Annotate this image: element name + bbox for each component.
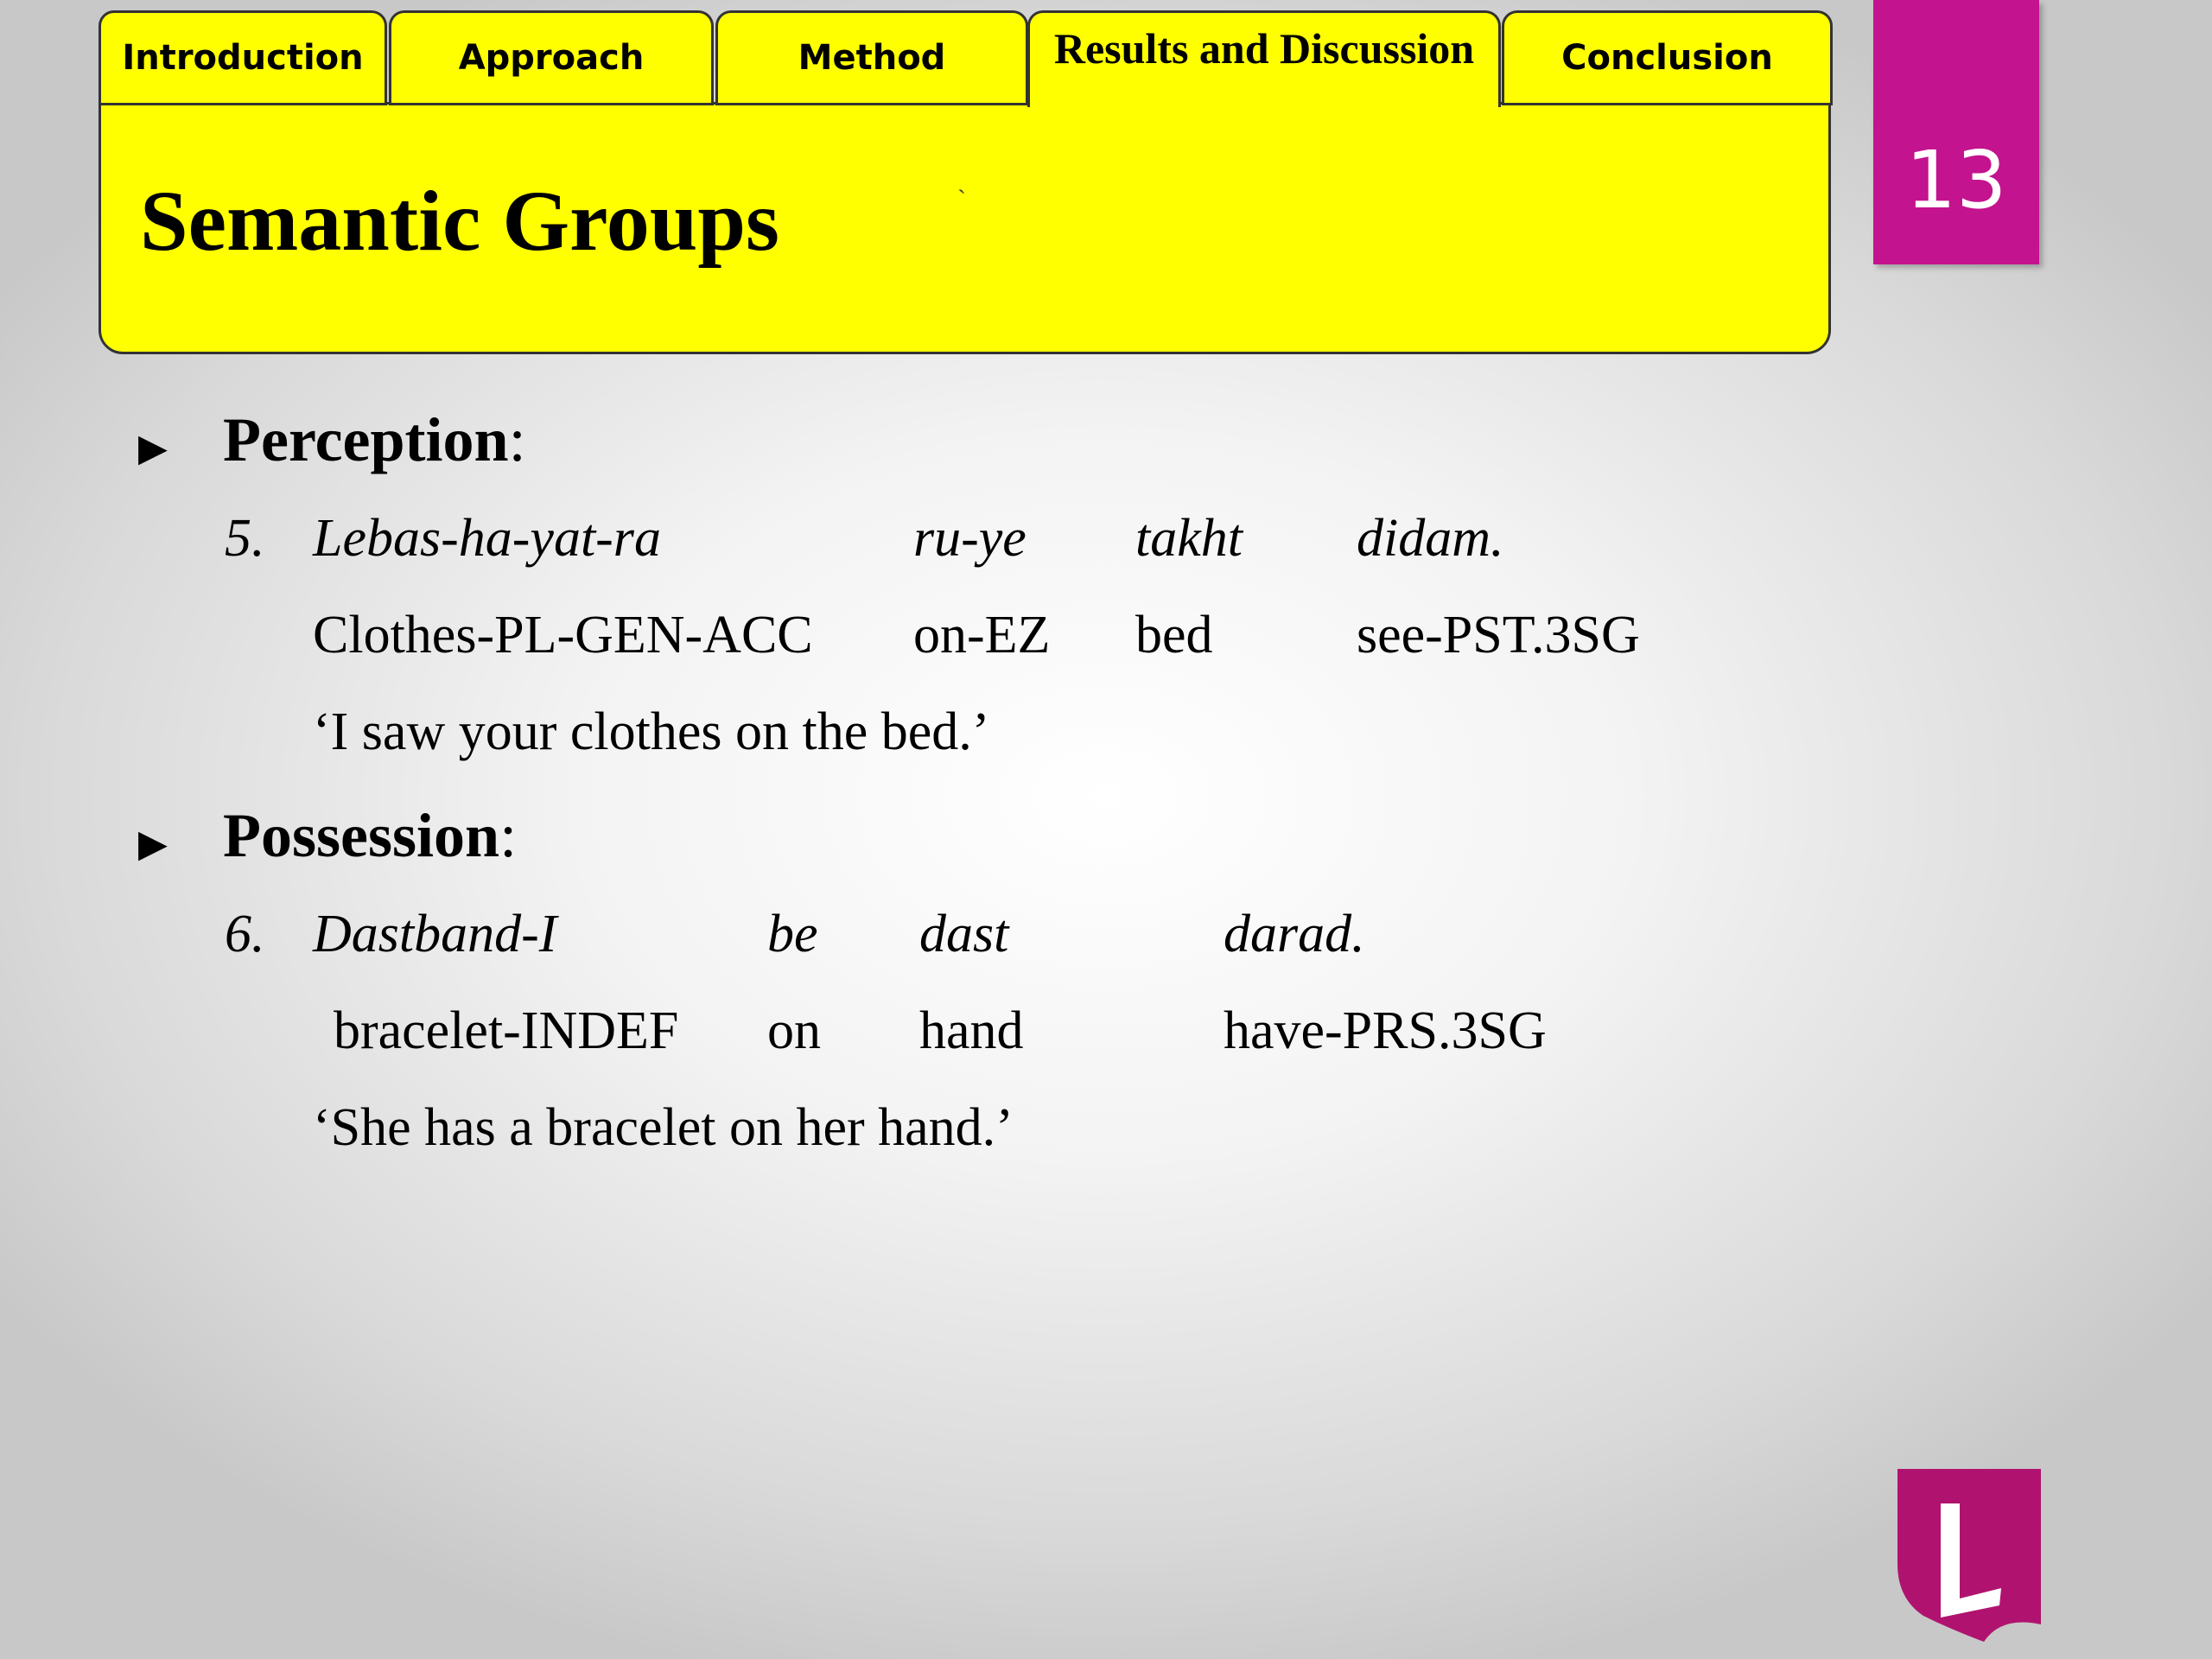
example-source-line [0,904,2212,973]
source-word: Lebas-ha-yat-ra [313,509,661,568]
tab-method[interactable]: Method [715,10,1028,105]
source-word: Dastband-I [313,905,557,963]
source-word: darad. [1224,905,1365,963]
gloss-word: hand [919,1001,1024,1060]
title-mark: ` [957,185,966,213]
gloss-word: bed [1135,606,1213,664]
gloss-word: Clothes-PL-GEN-ACC [313,606,813,664]
section-heading-text: Perception [223,405,509,474]
section-heading-text: Possession [223,801,500,870]
page-title: Semantic Groups [140,173,779,269]
section-heading [223,404,526,476]
example-translation: ‘I saw your clothes on the bed.’ [313,702,990,761]
page-number: 13 [1905,133,2007,226]
source-word: ru-ye [913,509,1027,568]
example-number: 5. [225,509,265,568]
gloss-word: bracelet-INDEF [334,1001,679,1060]
section-heading-colon: : [499,801,518,870]
gloss-word: see-PST.3SG [1357,606,1640,664]
source-word: takht [1135,509,1243,568]
tab-results-and-discussion[interactable]: Results and Discussion [1027,10,1501,107]
tab-conclusion[interactable]: Conclusion [1502,10,1833,105]
university-logo-icon [1897,1469,2041,1642]
gloss-word: on-EZ [913,606,1051,664]
gloss-word: have-PRS.3SG [1224,1001,1547,1060]
example-translation: ‘She has a bracelet on her hand.’ [313,1098,1014,1157]
bullet-perception [138,404,526,476]
triangle-bullet-icon: ▶ [138,822,168,866]
example-source-line [0,508,2212,577]
source-word: dast [919,905,1009,963]
tab-introduction[interactable]: Introduction [99,10,387,105]
gloss-word: on [767,1001,821,1060]
example-gloss-line [0,605,2212,674]
triangle-bullet-icon: ▶ [138,426,168,470]
bullet-possession [138,800,517,872]
source-word: didam. [1357,509,1504,568]
example-gloss-line [0,1001,2212,1070]
tab-approach[interactable]: Approach [389,10,714,105]
section-heading-colon: : [508,405,526,474]
example-number: 6. [225,905,265,963]
page-number-badge [1873,0,2039,264]
section-heading [223,800,517,872]
source-word: be [767,905,818,963]
